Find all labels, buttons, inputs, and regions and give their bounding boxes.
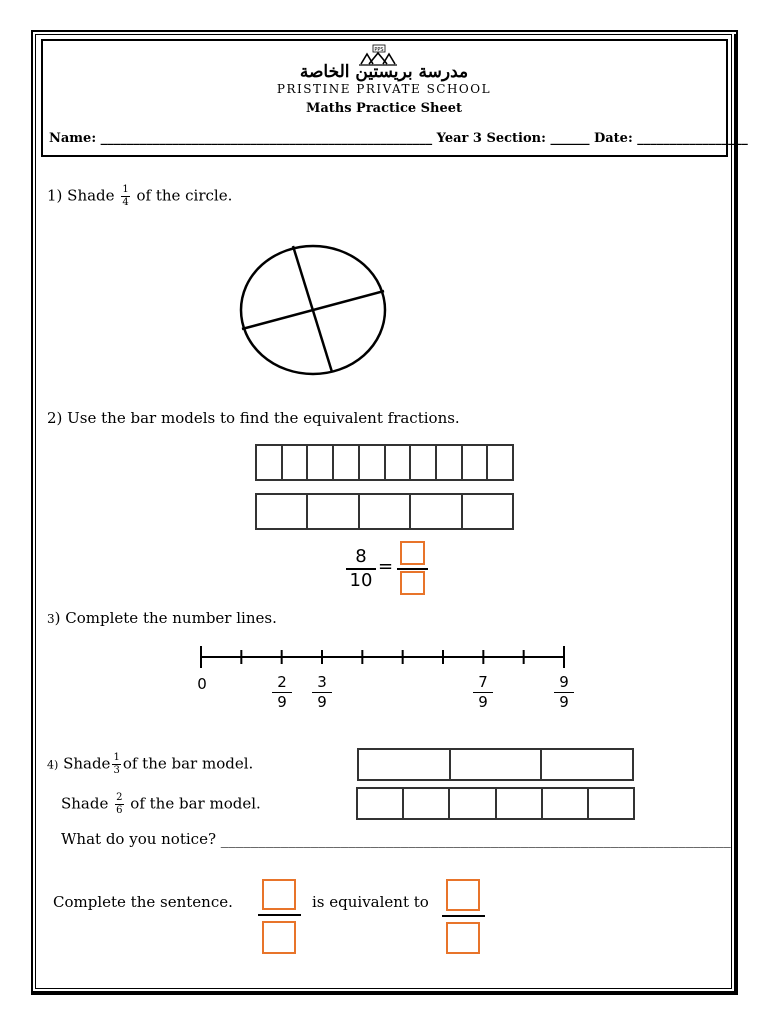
- sentence-fraction-line-1: [258, 914, 301, 916]
- eq-denominator: 10: [349, 570, 373, 591]
- question-4-part-1: [47, 753, 253, 776]
- bar-cell[interactable]: [411, 446, 437, 479]
- number-line-label: [272, 675, 292, 710]
- bar-cell[interactable]: [450, 789, 496, 818]
- bar-cell[interactable]: [488, 446, 512, 479]
- circle-divider-2: [242, 291, 384, 329]
- label-num: 2: [277, 673, 287, 691]
- bar-cell[interactable]: [543, 789, 589, 818]
- name-year-date-row: Name: ___________________________________________________ Year 3 Section: ______ Date: _________________: [49, 131, 748, 146]
- eq-numerator: 8: [355, 546, 367, 567]
- bar-cell[interactable]: [463, 446, 489, 479]
- sheet-title: Maths Practice Sheet: [305, 101, 463, 116]
- bar-model-fifths: [255, 493, 514, 530]
- sentence-box-1-denominator[interactable]: [262, 921, 296, 954]
- label-den: 9: [277, 693, 287, 711]
- label-den: 9: [317, 693, 327, 711]
- bar-cell[interactable]: [411, 495, 462, 528]
- q1-frac-num: 1: [122, 184, 129, 195]
- bar-cell[interactable]: [283, 446, 309, 479]
- sentence-middle: is equivalent to: [312, 893, 429, 911]
- q4-number: 4): [47, 758, 59, 772]
- notice-line: What do you notice? ____________________________________________________________________: [61, 830, 731, 848]
- bar-model-sixths: [356, 787, 635, 820]
- bar-model-thirds: [357, 748, 634, 781]
- q4-shade2-suffix: of the bar model.: [130, 794, 261, 813]
- quartered-circle: [236, 240, 392, 380]
- question-4-part-2: [61, 793, 261, 816]
- label-num: 3: [317, 673, 327, 691]
- q4-frac1-den: 3: [113, 765, 120, 776]
- bar-cell[interactable]: [404, 789, 450, 818]
- bar-model-tenths: [255, 444, 514, 481]
- q1-prefix: 1) Shade: [47, 186, 115, 205]
- sentence-box-1-numerator[interactable]: [262, 879, 296, 910]
- q1-suffix: of the circle.: [136, 186, 233, 205]
- question-2: 2) Use the bar models to find the equivalent fractions.: [47, 409, 460, 427]
- bar-cell[interactable]: [463, 495, 512, 528]
- bar-cell[interactable]: [257, 446, 283, 479]
- sentence-box-2-numerator[interactable]: [446, 879, 480, 911]
- equals-sign: =: [378, 556, 394, 577]
- q4-fraction-1: [112, 753, 120, 776]
- border-shadow-right: [734, 34, 737, 994]
- bar-cell[interactable]: [542, 750, 632, 779]
- bar-cell[interactable]: [386, 446, 412, 479]
- label-num: 9: [559, 673, 569, 691]
- number-line-label: [554, 675, 574, 710]
- q1-frac-den: 4: [122, 197, 129, 208]
- q4-shade2-prefix: Shade: [61, 794, 109, 813]
- bar-cell[interactable]: [437, 446, 463, 479]
- bar-cell[interactable]: [358, 789, 404, 818]
- q4-frac2-den: 6: [116, 805, 123, 816]
- bar-cell[interactable]: [360, 446, 386, 479]
- bar-cell[interactable]: [257, 495, 308, 528]
- q3-number: 3: [47, 612, 55, 626]
- label-den: 9: [478, 693, 488, 711]
- number-line-label: [312, 675, 332, 710]
- q4-frac2-num: 2: [116, 792, 123, 803]
- bar-cell[interactable]: [359, 750, 451, 779]
- q4-shade1-prefix: Shade: [63, 754, 111, 773]
- sentence-start: Complete the sentence.: [53, 893, 233, 911]
- answer-fraction-line: [397, 568, 428, 570]
- border-shadow-bottom: [33, 991, 737, 994]
- school-name: PRISTINE PRIVATE SCHOOL: [276, 82, 492, 96]
- label-num: 7: [478, 673, 488, 691]
- number-line-label: [473, 675, 493, 710]
- number-line: [190, 640, 580, 680]
- bar-cell[interactable]: [360, 495, 411, 528]
- q3-text: ) Complete the number lines.: [54, 609, 277, 627]
- answer-box-numerator[interactable]: [400, 541, 425, 565]
- q4-frac1-num: 1: [113, 752, 120, 763]
- arabic-school-name: مدرسة بريستين الخاصة: [299, 62, 469, 82]
- bar-cell[interactable]: [589, 789, 633, 818]
- question-3: [47, 609, 277, 627]
- sentence-fraction-line-2: [442, 915, 485, 917]
- logo-text: PPS: [374, 47, 384, 53]
- bar-cell[interactable]: [308, 446, 334, 479]
- q4-shade1-suffix: of the bar model.: [122, 754, 254, 773]
- q1-fraction: [121, 185, 129, 208]
- question-1: [47, 185, 232, 208]
- sentence-box-2-denominator[interactable]: [446, 922, 480, 954]
- answer-box-denominator[interactable]: [400, 571, 425, 595]
- bar-cell[interactable]: [308, 495, 359, 528]
- number-line-zero: 0: [197, 675, 207, 693]
- q4-fraction-2: [115, 793, 123, 816]
- bar-cell[interactable]: [451, 750, 543, 779]
- label-den: 9: [559, 693, 569, 711]
- bar-cell[interactable]: [334, 446, 360, 479]
- bar-cell[interactable]: [497, 789, 543, 818]
